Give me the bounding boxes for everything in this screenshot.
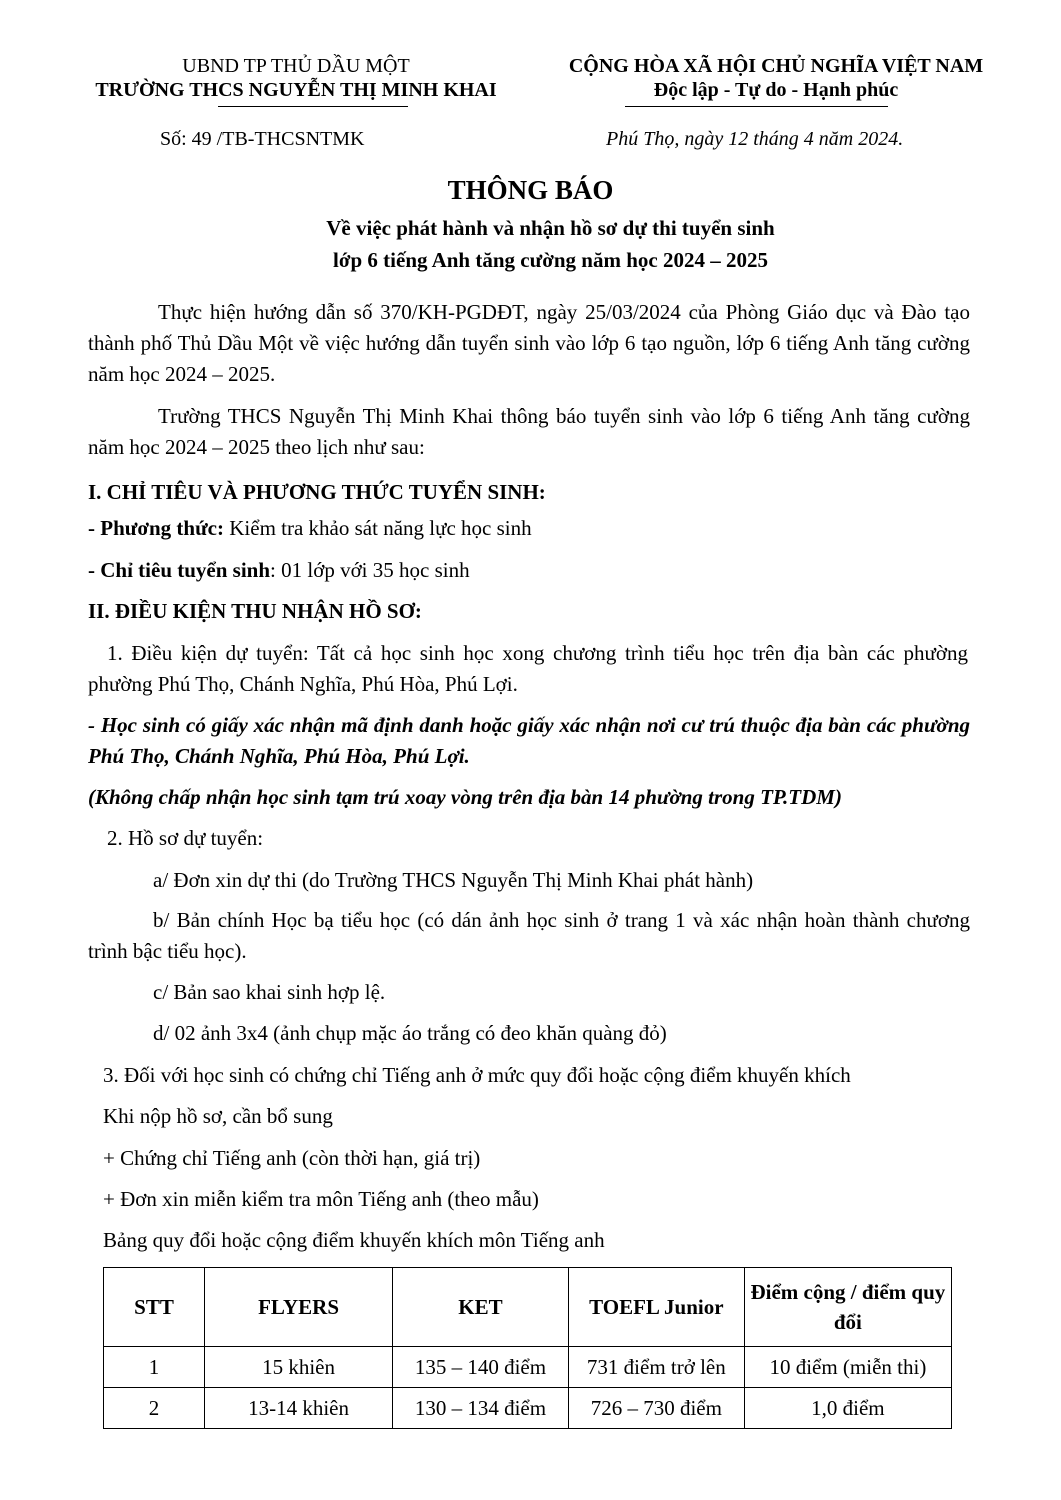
certificate-line-3: + Đơn xin miễn kiểm tra môn Tiếng anh (theo mẫu)	[103, 1187, 539, 1211]
table-header-row	[104, 1268, 952, 1347]
admission-quota	[88, 555, 470, 586]
table-row	[104, 1388, 952, 1429]
table-cell: 726 – 730 điểm	[568, 1388, 744, 1429]
admission-method-value: Kiểm tra khảo sát năng lực học sinh	[224, 516, 532, 540]
certificate-heading: 3. Đối với học sinh có chứng chỉ Tiếng anh ở mức quy đổi hoặc cộng điểm khuyến khích	[103, 1063, 851, 1087]
document-title: THÔNG BÁO	[447, 175, 614, 205]
intro-paragraph-1: Thực hiện hướng dẫn số 370/KH-PGDĐT, ngày 25/03/2024 của Phòng Giáo dục và Đào tạo thành phố Thủ Dầu Một về việc hướng dẫn tuyển sinh vào lớp 6 tạo nguồn, lớp 6 tiếng Anh tăng cường năm học 2024 – 2025.	[88, 300, 970, 386]
dossier-item-c: c/ Bản sao khai sinh hợp lệ.	[153, 980, 386, 1004]
dossier-heading: 2. Hồ sơ dự tuyển:	[107, 826, 264, 850]
table-cell: 10 điểm (miễn thi)	[744, 1347, 951, 1388]
intro-paragraph-2: Trường THCS Nguyễn Thị Minh Khai thông báo tuyển sinh vào lớp 6 tiếng Anh tăng cường năm học 2024 – 2025 theo lịch như sau:	[88, 404, 970, 459]
table-header-stt: STT	[104, 1268, 205, 1347]
motto: Độc lập - Tự do - Hạnh phúc	[653, 79, 899, 101]
table-cell: 2	[104, 1388, 205, 1429]
certificate-line-2: + Chứng chỉ Tiếng anh (còn thời hạn, giá trị)	[103, 1146, 481, 1170]
document-number: Số: 49 /TB-THCSNTMK	[160, 128, 365, 150]
dossier-item-a: a/ Đơn xin dự thi (do Trường THCS Nguyễn Thị Minh Khai phát hành)	[153, 868, 754, 892]
dossier-item-b: b/ Bản chính Học bạ tiểu học (có dán ảnh học sinh ở trang 1 và xác nhận hoàn thành chương trình bậc tiểu học).	[88, 908, 970, 963]
table-cell: 1,0 điểm	[744, 1388, 951, 1429]
temporary-residence-note: (Không chấp nhận học sinh tạm trú xoay vòng trên địa bàn 14 phường trong TP.TDM)	[88, 785, 842, 809]
table-cell: 1	[104, 1347, 205, 1388]
table-cell: 130 – 134 điểm	[393, 1388, 569, 1429]
document-subtitle-line1: Về việc phát hành và nhận hồ sơ dự thi tuyển sinh	[326, 216, 775, 240]
republic-name: CỘNG HÒA XÃ HỘI CHỦ NGHĨA VIỆT NAM	[568, 55, 984, 77]
admission-method-label: - Phương thức:	[88, 516, 224, 540]
table-header-flyers: FLYERS	[205, 1268, 393, 1347]
admission-quota-label: - Chỉ tiêu tuyển sinh	[88, 558, 271, 582]
section-1-heading: I. CHỈ TIÊU VÀ PHƯƠNG THỨC TUYỂN SINH:	[88, 480, 546, 504]
table-header-bonus-points: Điểm cộng / điểm quy đổi	[744, 1268, 951, 1347]
eligibility-condition: 1. Điều kiện dự tuyển: Tất cả học sinh học xong chương trình tiểu học trên địa bàn các phường phường Phú Thọ, Chánh Nghĩa, Phú Hòa, Phú Lợi.	[88, 641, 968, 696]
authority-name: UBND TP THỦ DẦU MỘT	[182, 55, 410, 77]
admission-method	[88, 513, 532, 544]
residency-requirement: - Học sinh có giấy xác nhận mã định danh hoặc giấy xác nhận nơi cư trú thuộc địa bàn các phường Phú Thọ, Chánh Nghĩa, Phú Hòa, Phú Lợi.	[88, 713, 970, 768]
table-header-toefl-junior: TOEFL Junior	[568, 1268, 744, 1347]
certificate-line-1: Khi nộp hồ sơ, cần bổ sung	[103, 1104, 333, 1128]
table-cell: 731 điểm trở lên	[568, 1347, 744, 1388]
school-name-underline	[218, 106, 408, 107]
table-cell: 135 – 140 điểm	[393, 1347, 569, 1388]
score-conversion-table	[103, 1267, 952, 1429]
table-cell: 13-14 khiên	[205, 1388, 393, 1429]
table-caption: Bảng quy đổi hoặc cộng điểm khuyến khích môn Tiếng anh	[103, 1228, 605, 1252]
table-cell: 15 khiên	[205, 1347, 393, 1388]
admission-quota-value: : 01 lớp với 35 học sinh	[270, 558, 470, 582]
table-header-ket: KET	[393, 1268, 569, 1347]
school-name: TRƯỜNG THCS NGUYỄN THỊ MINH KHAI	[95, 79, 497, 101]
dossier-item-d: d/ 02 ảnh 3x4 (ảnh chụp mặc áo trắng có đeo khăn quàng đỏ)	[153, 1021, 667, 1045]
table-row	[104, 1347, 952, 1388]
motto-underline	[625, 106, 888, 107]
document-subtitle-line2: lớp 6 tiếng Anh tăng cường năm học 2024 – 2025	[333, 248, 768, 272]
place-date: Phú Thọ, ngày 12 tháng 4 năm 2024.	[606, 128, 904, 150]
section-2-heading: II. ĐIỀU KIỆN THU NHẬN HỒ SƠ:	[88, 599, 422, 623]
